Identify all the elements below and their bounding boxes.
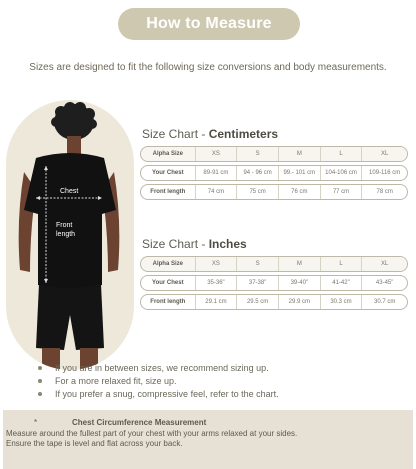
chest-cell: 43-45" (361, 276, 407, 290)
front-cell: 30.3 cm (320, 295, 362, 309)
inch-front-row (140, 294, 408, 310)
chest-cell: 94 - 96 cm (236, 166, 278, 180)
size-cell: M (278, 147, 320, 161)
chest-cell: 35-36" (195, 276, 237, 290)
row-label: Alpha Size (152, 151, 183, 157)
front-cell: 29.5 cm (236, 295, 278, 309)
front-cell: 78 cm (361, 185, 407, 199)
chest-label: Chest (60, 188, 79, 195)
size-cell: XL (361, 257, 407, 271)
size-cell: XL (361, 147, 407, 161)
size-cell: S (236, 147, 278, 161)
size-cell: L (320, 147, 362, 161)
cm-chart-heading (142, 127, 278, 141)
cm-heading-prefix: Size Chart - (142, 127, 209, 141)
inch-size-row (140, 256, 408, 272)
inch-heading-prefix: Size Chart - (142, 237, 209, 251)
front-cell: 29.1 cm (195, 295, 237, 309)
sizing-tip: For a more relaxed fit, size up. (36, 375, 279, 387)
chest-cell: 39-40" (278, 276, 320, 290)
inch-heading-unit: Inches (208, 237, 247, 251)
chest-cell: 41-42" (320, 276, 362, 290)
note-asterisk: * (34, 418, 38, 427)
size-cell: M (278, 257, 320, 271)
note-line-2: Ensure the tape is level and flat across your back. (6, 439, 183, 448)
front-cell: 30.7 cm (361, 295, 407, 309)
measurement-note (3, 410, 413, 469)
front-cell: 29.9 cm (278, 295, 320, 309)
size-cell: S (236, 257, 278, 271)
front-cell: 75 cm (236, 185, 278, 199)
sizing-tip: If you prefer a snug, compressive feel, refer to the chart. (36, 388, 279, 400)
row-label: Your Chest (152, 170, 184, 176)
size-cell: XS (195, 257, 237, 271)
front-cell: 74 cm (195, 185, 237, 199)
sizing-tip: If you are in between sizes, we recommend sizing up. (36, 362, 279, 374)
cm-front-row (140, 184, 408, 200)
size-cell: XS (195, 147, 237, 161)
cm-size-row (140, 146, 408, 162)
chest-cell: 89-91 cm (195, 166, 237, 180)
chest-cell: 37-38" (236, 276, 278, 290)
chest-cell: 99.- 101 cm (278, 166, 320, 180)
front-cell: 76 cm (278, 185, 320, 199)
size-cell: L (320, 257, 362, 271)
cm-chest-row (140, 165, 408, 181)
sizing-tips-list (36, 362, 279, 401)
page-title: How to Measure (118, 8, 300, 40)
inch-chest-row (140, 275, 408, 291)
row-label: Front length (150, 299, 186, 305)
note-line-1: Measure around the fullest part of your chest with your arms relaxed at your sides. (6, 429, 298, 438)
chest-cell: 104-106 cm (320, 166, 362, 180)
front-length-label: Front length (56, 222, 76, 238)
row-label: Front length (150, 189, 186, 195)
chest-cell: 109-116 cm (361, 166, 407, 180)
model-figure (6, 100, 134, 370)
subtitle: Sizes are designed to fit the following size conversions and body measurements. (29, 62, 387, 73)
row-label: Alpha Size (152, 261, 183, 267)
inch-chart-heading (142, 237, 247, 251)
front-cell: 77 cm (320, 185, 362, 199)
row-label: Your Chest (152, 280, 184, 286)
note-title: Chest Circumference Measurement (72, 418, 207, 427)
cm-heading-unit: Centimeters (208, 127, 279, 141)
